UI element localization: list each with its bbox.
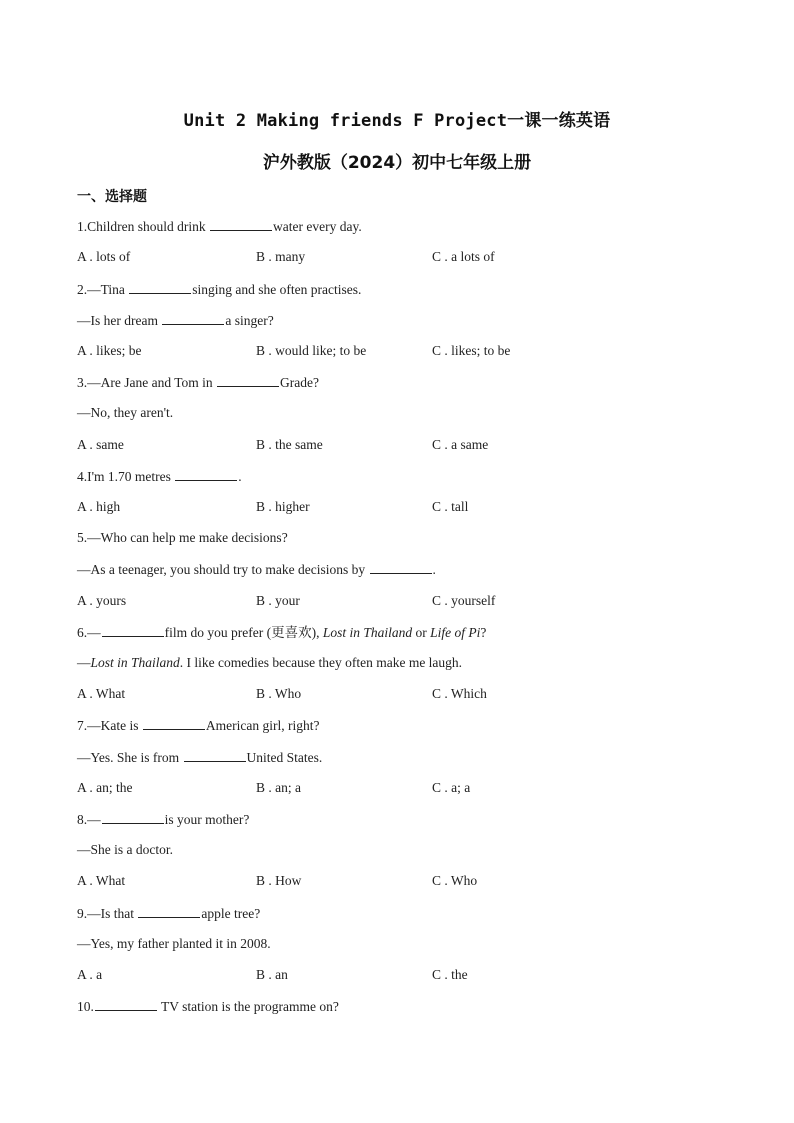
document-subtitle: 沪外教版（2024）初中七年级上册 (262, 153, 532, 173)
question-8-reply: —She is a doctor. (77, 842, 173, 857)
question-4-option-a: A . high (77, 499, 121, 514)
question-6-option-a: A . What (77, 686, 126, 701)
question-4-option-c: C . tall (432, 499, 469, 514)
question-7-option-c: C . a; a (432, 780, 471, 795)
document-title: Unit 2 Making friends F Project一课一练英语 (183, 111, 611, 131)
answer-blank (370, 560, 432, 574)
question-3-text: 3.—Are Jane and Tom in Grade? (77, 375, 320, 390)
question-5-option-c: C . yourself (432, 593, 496, 608)
question-6-text: 6.— film do you prefer (更喜欢), Lost in Thailand or Life of Pi? (77, 625, 487, 640)
question-7-reply: —Yes. She is from United States. (77, 750, 323, 765)
question-9-option-b: B . an (256, 967, 288, 982)
question-8-option-a: A . What (77, 873, 126, 888)
question-10-text: 10. TV station is the programme on? (77, 999, 339, 1014)
answer-blank (138, 904, 200, 918)
question-2-reply: —Is her dream a singer? (77, 313, 274, 328)
question-7-text: 7.—Kate is American girl, right? (77, 718, 320, 733)
question-5-reply: —As a teenager, you should try to make decisions by . (77, 562, 436, 577)
question-4-text: 4.I'm 1.70 metres . (77, 469, 242, 484)
question-9-option-a: A . a (77, 967, 103, 982)
question-3-option-b: B . the same (256, 437, 323, 452)
question-6-option-c: C . Which (432, 686, 487, 701)
question-9-text: 9.—Is that apple tree? (77, 906, 261, 921)
section-heading: 一、选择题 (77, 189, 147, 205)
question-4-option-b: B . higher (256, 499, 310, 514)
question-3-option-a: A . same (77, 437, 124, 452)
question-8-text: 8.— is your mother? (77, 812, 250, 827)
question-5-option-b: B . your (256, 593, 300, 608)
question-6-reply: —Lost in Thailand. I like comedies because they often make me laugh. (77, 655, 463, 670)
answer-blank (143, 716, 205, 730)
question-3-option-c: C . a same (432, 437, 489, 452)
answer-blank (95, 997, 157, 1011)
answer-blank (175, 467, 237, 481)
question-2-option-b: B . would like; to be (256, 343, 367, 358)
question-7-option-a: A . an; the (77, 780, 133, 795)
question-5-text: 5.—Who can help me make decisions? (77, 530, 288, 545)
answer-blank (129, 280, 191, 294)
answer-blank (184, 748, 246, 762)
answer-blank (217, 373, 279, 387)
question-5-option-a: A . yours (77, 593, 127, 608)
question-1-option-b: B . many (256, 249, 306, 264)
question-8-option-b: B . How (256, 873, 302, 888)
question-2-text: 2.—Tina singing and she often practises. (77, 282, 362, 297)
answer-blank (210, 217, 272, 231)
question-1-option-c: C . a lots of (432, 249, 495, 264)
question-2-option-c: C . likes; to be (432, 343, 511, 358)
answer-blank (102, 623, 164, 637)
question-1-text: 1.Children should drink water every day. (77, 219, 362, 234)
question-8-option-c: C . Who (432, 873, 478, 888)
question-1-option-a: A . lots of (77, 249, 131, 264)
question-9-reply: —Yes, my father planted it in 2008. (77, 936, 271, 951)
question-7-option-b: B . an; a (256, 780, 301, 795)
question-6-option-b: B . Who (256, 686, 302, 701)
question-3-reply: —No, they aren't. (77, 405, 174, 420)
question-2-option-a: A . likes; be (77, 343, 142, 358)
answer-blank (162, 311, 224, 325)
question-9-option-c: C . the (432, 967, 468, 982)
answer-blank (102, 810, 164, 824)
